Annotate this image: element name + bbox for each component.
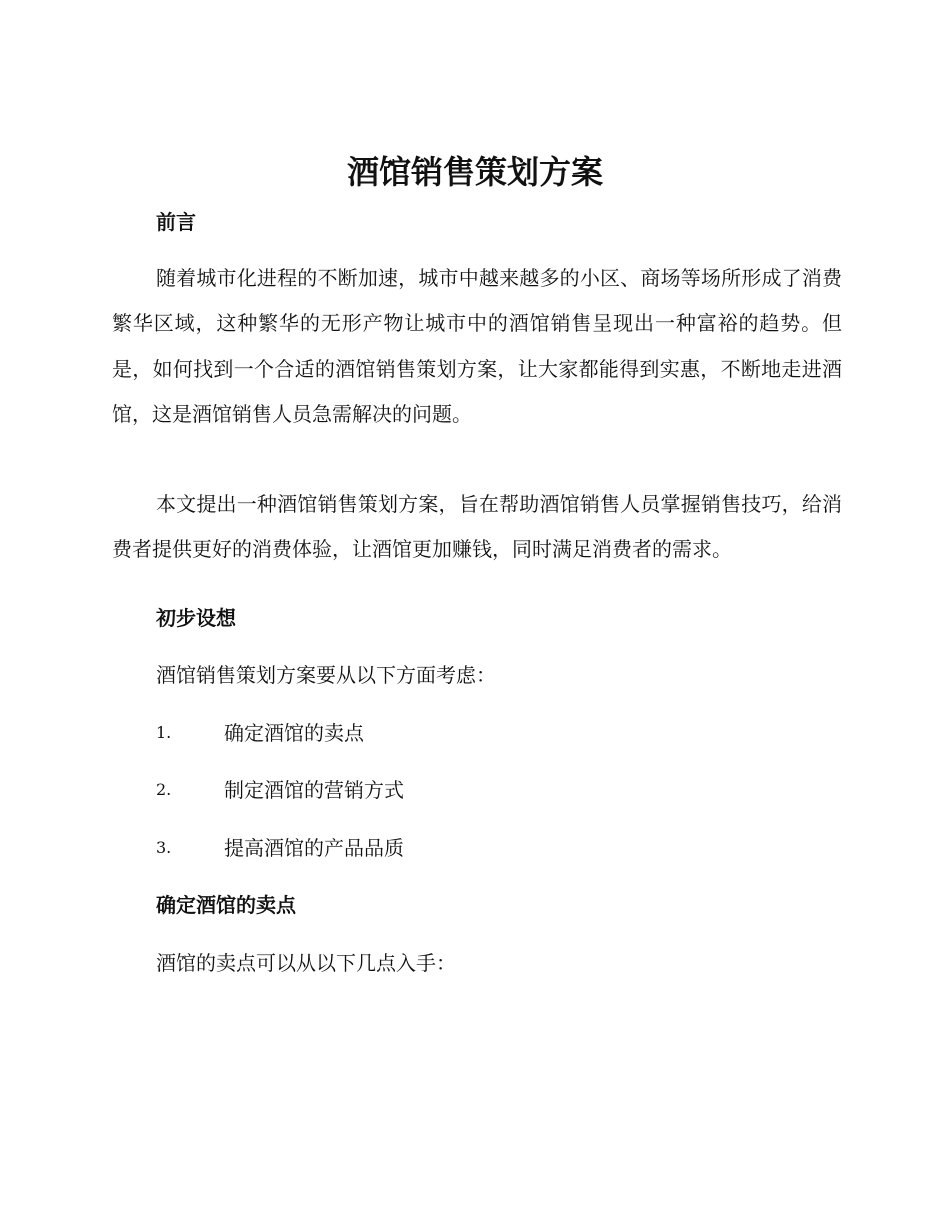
list-item (156, 719, 856, 747)
section-heading-initial: 初步设想 (156, 606, 236, 630)
initial-intro: 酒馆销售策划方案要从以下方面考虑： (156, 663, 496, 687)
list-item-number: 1. (156, 723, 172, 742)
list-item-text: 确定酒馆的卖点 (224, 721, 364, 745)
list-item-number: 2. (156, 780, 172, 799)
document-title: 酒馆销售策划方案 (346, 153, 603, 191)
list-item (156, 834, 856, 862)
list-item-text: 提高酒馆的产品品质 (224, 836, 404, 860)
list-item-number: 3. (156, 838, 172, 857)
list-item-text: 制定酒馆的营销方式 (224, 778, 404, 802)
section-heading-preface: 前言 (156, 210, 196, 234)
preface-paragraph-2: 本文提出一种酒馆销售策划方案，旨在帮助酒馆销售人员掌握销售技巧，给消费者提供更好的消费体验，让酒馆更加赚钱，同时满足消费者的需求。 (112, 492, 842, 562)
section-heading-selling-points: 确定酒馆的卖点 (156, 893, 296, 917)
selling-points-intro: 酒馆的卖点可以从以下几点入手： (156, 951, 456, 975)
list-item (156, 776, 856, 804)
preface-paragraph-1: 随着城市化进程的不断加速，城市中越来越多的小区、商场等场所形成了消费繁华区域，这种繁华的无形产物让城市中的酒馆销售呈现出一种富裕的趋势。但是，如何找到一个合适的酒馆销售策划方案，让大家都能得到实惠，不断地走进酒馆，这是酒馆销售人员急需解决的问题。 (112, 266, 842, 426)
